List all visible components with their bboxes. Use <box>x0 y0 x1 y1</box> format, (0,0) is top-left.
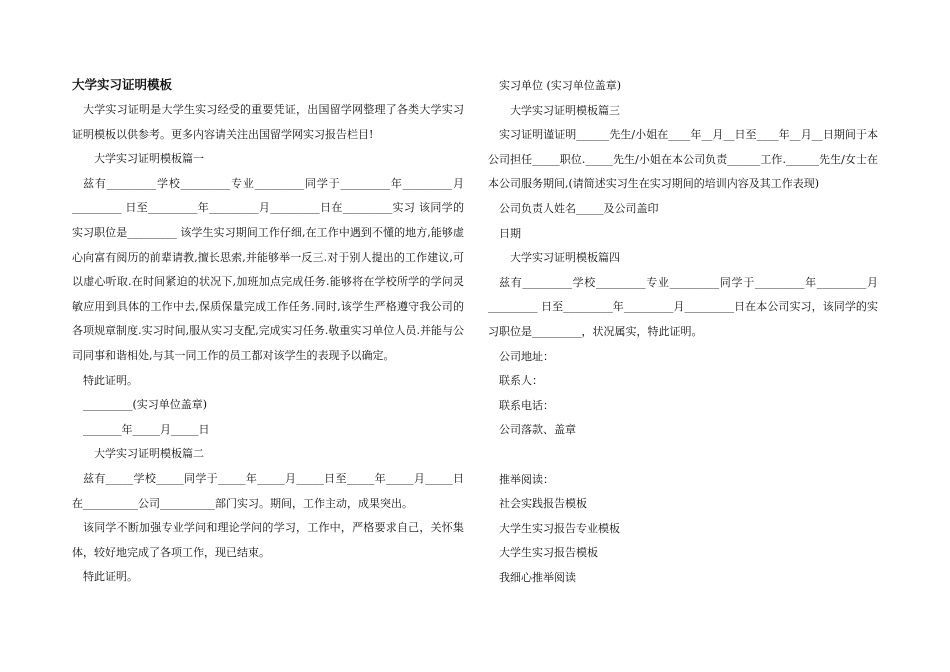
template-2-body: 兹有_____学校_____同学于_____年_____月_____日至_____年_____月_____日在__________公司__________部门实习。期间，工作主动，成果突出。 <box>72 471 464 510</box>
template-3-heading: 大学实习证明模板篇三 <box>510 103 620 117</box>
template-1-heading: 大学实习证明模板篇一 <box>94 152 204 166</box>
company-stamp-label: 公司落款、盖章 <box>499 423 576 437</box>
template-2-closing: 特此证明。 <box>83 570 138 584</box>
template-2-heading: 大学实习证明模板篇二 <box>94 447 204 461</box>
intro-paragraph: 大学实习证明是大学生实习经受的重要凭证，出国留学网整理了各类大学实习证明模板以供参考。更多内容请关注出国留学网实习报告栏目! <box>72 103 464 141</box>
recommended-heading: 推举阅读： <box>499 472 554 486</box>
template-1-closing: 特此证明。 <box>83 373 138 387</box>
template-2-body-2: 该同学不断加强专业学问和理论学问的学习，工作中，严格要求自己，关怀集体，较好地完成了各项工作，现已结束。 <box>72 521 464 559</box>
recommended-item[interactable]: 大学生实习报告模板 <box>499 546 598 560</box>
template-4-body: 兹有_________学校_________专业_________同学于_________年_________月_________ 日至_________年_________月_________日在本公司实习，该同学的实习职位是_________，状况属实，特此证明。 <box>488 275 878 338</box>
template-3-body: 实习证明谨证明______先生/小姐在____年__月__日至____年__月__日期间于本公司担任_____职位._____先生/小姐在本公司负责______工作.______先生/女士在本公司服务期间,(请简述实习生在实习期间的培训内容及其工作表现) <box>488 128 878 191</box>
contact-phone-label: 联系电话： <box>499 398 554 412</box>
left-column <box>72 72 464 590</box>
spacer <box>488 443 878 468</box>
document-title: 大学实习证明模板 <box>72 77 173 92</box>
template-2-seal-line: 实习单位 (实习单位盖章) <box>499 79 622 92</box>
recommended-item[interactable]: 大学生实习报告专业模板 <box>499 521 620 535</box>
template-3-date-line: 日期 <box>499 226 521 240</box>
template-1-seal-line: _________(实习单位盖章) <box>83 398 208 412</box>
company-address-label: 公司地址： <box>499 349 554 363</box>
template-1-body: 兹有_________学校_________专业_________同学于_________年_________月_________ 日至_________年_________月_________日在_________实习 该同学的实习职位是_________ 该学生实习期间工作仔细,在工作中遇到不懂的地方,能够虚心向富有阅历的前辈请教,擅长思索,并能够举一反三.对于别人提出的工作建议,可以虚心听取.在时间紧迫的状况下,加班加点完成任务.能够将在学校所学的学问灵敏应用到具体的工作中去,保质保量完成工作任务.同时,该学生严格遵守我公司的各项规章制度.实习时间,服从实习支配,完成实习任务.敬重实习单位人员.并能与公司同事和谐相处,与其一同工作的员工都对该学生的表现予以确定。 <box>72 176 464 362</box>
template-3-sign-line: 公司负责人姓名_____及公司盖印 <box>499 201 659 215</box>
template-4-heading: 大学实习证明模板篇四 <box>510 251 620 265</box>
template-1-date-line: _______年_____月_____日 <box>83 422 210 436</box>
contact-person-label: 联系人： <box>499 374 543 388</box>
recommended-item[interactable]: 我细心推举阅读 <box>499 570 576 584</box>
right-column <box>488 74 878 590</box>
recommended-item[interactable]: 社会实践报告模板 <box>499 497 587 511</box>
